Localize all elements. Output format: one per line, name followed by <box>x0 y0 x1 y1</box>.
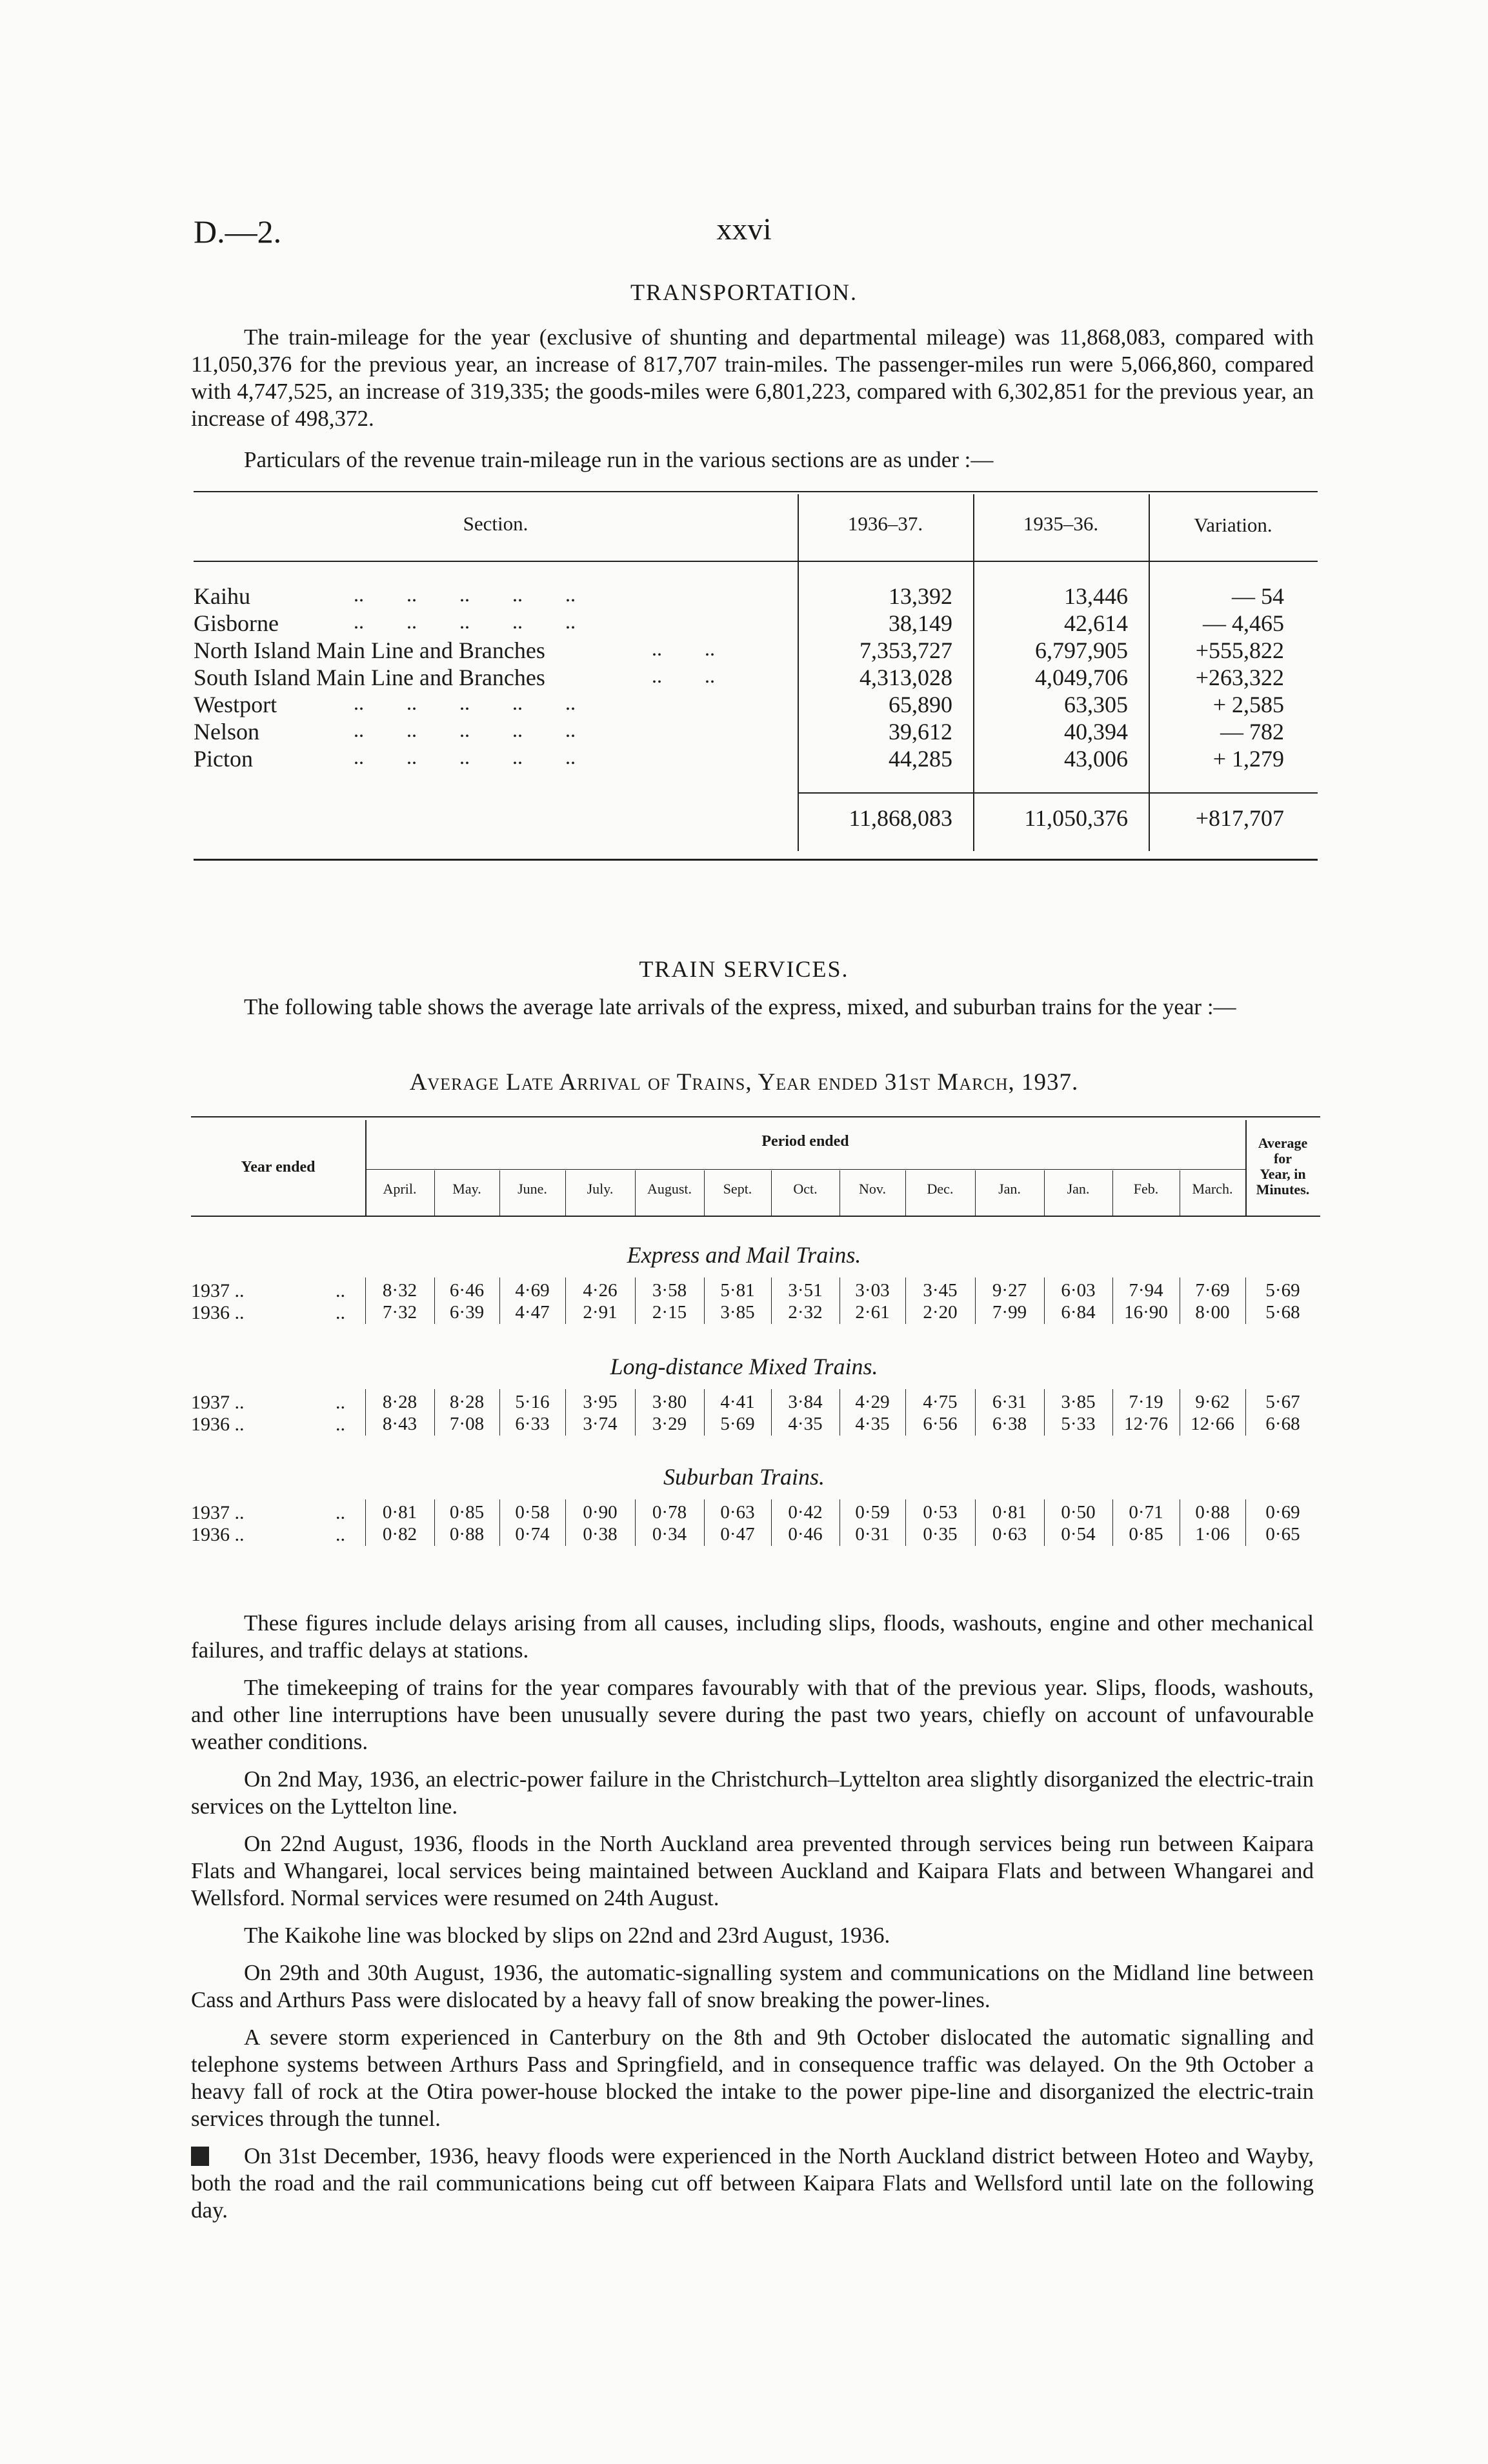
late-arrival-value: 7·94 <box>1129 1280 1163 1301</box>
late-arrival-value: 6·33 <box>515 1414 550 1434</box>
value-variation: + 1,279 <box>1212 746 1284 772</box>
month-header: Sept. <box>723 1181 752 1197</box>
late-arrival-value: 0·58 <box>515 1502 550 1523</box>
month-header: June. <box>518 1181 547 1197</box>
transportation-title: TRANSPORTATION. <box>630 279 858 305</box>
train-category-heading: Long-distance Mixed Trains. <box>610 1354 878 1379</box>
value-1935-36: 13,446 <box>1064 583 1128 609</box>
month-header: Nov. <box>859 1181 886 1197</box>
late-arrival-value: 0·85 <box>1129 1524 1163 1545</box>
column-divider <box>975 1389 976 1436</box>
late-arrival-value: 0·31 <box>855 1524 890 1545</box>
column-divider <box>905 1389 906 1436</box>
late-arrival-value: 6·84 <box>1061 1302 1096 1323</box>
late-arrival-value: 3·29 <box>652 1414 687 1434</box>
column-divider <box>365 1499 366 1546</box>
value-variation: +555,822 <box>1195 637 1284 663</box>
page-number: xxvi <box>716 212 772 246</box>
average-value: 5·68 <box>1265 1302 1300 1323</box>
leader-dots: .. .. <box>652 637 715 660</box>
value-1935-36: 6,797,905 <box>1035 637 1128 663</box>
transportation-paragraph: The train-mileage for the year (exclusive of shunting and departmental mileage) was 11,868,083, compared with 11,050,376 for the previous year, an increase of 817,707 train-miles. The passenger-miles run were 5,066,860, compared with 4,747,525, an increase of 319,335; the goods-miles were 6,801,223, compared with 6,302,851 for the previous year, an increase of 498,372. <box>191 325 1314 431</box>
table-top-rule <box>191 1116 1320 1117</box>
late-arrival-value: 6·38 <box>992 1414 1027 1434</box>
late-arrival-value: 0·53 <box>923 1502 958 1523</box>
late-arrival-value: 6·56 <box>923 1414 958 1434</box>
column-divider <box>975 1277 976 1324</box>
column-divider <box>771 1170 772 1216</box>
transportation-body <box>191 324 1314 474</box>
row-year: 1936 .. <box>191 1414 245 1435</box>
section-name: South Island Main Line and Branches <box>194 665 545 690</box>
late-arrival-value: 9·27 <box>992 1280 1027 1301</box>
late-arrival-value: 3·84 <box>788 1392 823 1412</box>
late-arrival-value: 0·35 <box>923 1524 958 1545</box>
paragraph-text: These figures include delays arising from all causes, including slips, floods, washouts, engine and other mechanical failures, and traffic delays at stations. <box>191 1610 1314 1663</box>
late-arrival-value: 0·63 <box>992 1524 1027 1545</box>
body-paragraph <box>191 1610 1314 1664</box>
column-divider <box>434 1389 435 1436</box>
average-value: 5·67 <box>1265 1392 1300 1412</box>
late-arrival-value: 3·03 <box>855 1280 890 1301</box>
value-1936-37: 44,285 <box>889 746 952 772</box>
paragraph-text: On 22nd August, 1936, floods in the North Auckland area prevented through services being run between Kaipara Flats and Whangarei, local services being maintained between Auckland and Kaipara Flats and between Whangarei and Wellsford. Normal services were resumed on 24th August. <box>191 1831 1314 1910</box>
late-arrival-value: 3·74 <box>583 1414 618 1434</box>
leader-dots: .. .. <box>652 664 715 687</box>
column-divider <box>499 1389 500 1436</box>
column-divider <box>365 1389 366 1436</box>
header-1935-36: 1935–36. <box>1023 512 1099 535</box>
body-paragraph <box>191 2143 1314 2224</box>
body-paragraph <box>191 1674 1314 1756</box>
column-divider <box>704 1389 705 1436</box>
paragraph-text: The timekeeping of trains for the year compares favourably with that of the previous year. Slips, floods, washouts, and other line interruptions have been unusually severe during the past two years, chiefly on account of unfavourable weather conditions. <box>191 1675 1314 1754</box>
column-divider <box>975 1170 976 1216</box>
late-arrival-value: 6·03 <box>1061 1280 1096 1301</box>
body-paragraph <box>191 2024 1314 2132</box>
value-1935-36: 42,614 <box>1064 610 1128 636</box>
table-top-rule <box>194 491 1318 492</box>
column-divider <box>1245 1120 1247 1217</box>
row-year: 1937 .. <box>191 1502 245 1523</box>
column-divider <box>905 1170 906 1216</box>
late-arrival-value: 0·59 <box>855 1502 890 1523</box>
row-year: 1936 .. <box>191 1302 245 1323</box>
leader-dots: .. <box>336 1280 345 1301</box>
table-bottom-rule <box>194 859 1318 861</box>
section-name: Picton <box>194 746 254 772</box>
average-value: 5·69 <box>1265 1280 1300 1301</box>
average-value: 6·68 <box>1265 1414 1300 1434</box>
value-variation: +263,322 <box>1195 665 1284 690</box>
leader-dots: .. .. .. .. .. <box>354 610 576 633</box>
month-header: April. <box>383 1181 417 1197</box>
column-divider <box>635 1170 636 1216</box>
late-arrival-value: 0·47 <box>720 1524 755 1545</box>
body-paragraph <box>191 1959 1314 2014</box>
leader-dots: .. .. .. .. .. <box>354 691 576 714</box>
late-arrival-value: 1·06 <box>1195 1524 1230 1545</box>
late-arrival-value: 7·99 <box>992 1302 1027 1323</box>
late-arrival-value: 8·28 <box>449 1392 485 1412</box>
late-arrival-value: 0·50 <box>1061 1502 1096 1523</box>
section-name: Gisborne <box>194 610 279 636</box>
column-divider <box>1044 1499 1045 1546</box>
late-arrival-value: 7·19 <box>1129 1392 1163 1412</box>
late-arrival-value: 6·39 <box>449 1302 485 1323</box>
month-header: Dec. <box>927 1181 954 1197</box>
late-arrival-value: 2·15 <box>652 1302 687 1323</box>
column-divider <box>365 1277 366 1324</box>
late-arrival-value: 6·31 <box>992 1392 1027 1412</box>
late-arrival-value: 8·43 <box>382 1414 417 1434</box>
late-arrival-value: 0·63 <box>720 1502 755 1523</box>
column-divider <box>905 1277 906 1324</box>
late-arrival-value: 3·58 <box>652 1280 687 1301</box>
late-arrival-value: 9·62 <box>1195 1392 1230 1412</box>
row-year: 1937 .. <box>191 1280 245 1301</box>
column-divider <box>565 1170 566 1216</box>
value-1935-36: 63,305 <box>1064 692 1128 717</box>
avg-line: Average <box>1258 1135 1308 1151</box>
column-divider <box>434 1277 435 1324</box>
paragraph-text: A severe storm experienced in Canterbury on the 8th and 9th October dislocated the automatic signalling and telephone systems between Arthurs Pass and Springfield, and in consequence traffic was delayed. On the 9th October a heavy fall of rock at the Otira power-house blocked the intake to the power pipe-line and disorganized the electric-train services through the tunnel. <box>191 2025 1314 2131</box>
train-services-intro: The following table shows the average late arrivals of the express, mixed, and suburban trains for the year :— <box>244 994 1236 1019</box>
late-arrival-value: 0·81 <box>382 1502 417 1523</box>
month-header: Jan. <box>1067 1181 1090 1197</box>
late-arrival-value: 3·80 <box>652 1392 687 1412</box>
late-arrival-value: 0·82 <box>382 1524 417 1545</box>
late-arrival-value: 0·42 <box>788 1502 823 1523</box>
late-arrival-value: 5·33 <box>1061 1414 1096 1434</box>
total-variation: +817,707 <box>1195 805 1284 831</box>
value-1936-37: 39,612 <box>889 719 952 745</box>
train-category-heading: Express and Mail Trains. <box>627 1242 861 1268</box>
late-arrival-value: 0·90 <box>583 1502 618 1523</box>
average-value: 0·65 <box>1265 1524 1300 1545</box>
column-divider <box>1112 1499 1113 1546</box>
closing-text <box>191 1610 1314 2234</box>
month-header: July. <box>587 1181 614 1197</box>
column-divider <box>1112 1170 1113 1216</box>
late-arrival-value: 8·28 <box>382 1392 417 1412</box>
value-1935-36: 40,394 <box>1064 719 1128 745</box>
column-divider <box>1245 1277 1246 1324</box>
late-arrival-value: 4·29 <box>855 1392 890 1412</box>
total-1936-37: 11,868,083 <box>849 805 952 831</box>
row-year: 1937 .. <box>191 1392 245 1413</box>
column-divider <box>635 1499 636 1546</box>
late-arrival-value: 2·32 <box>788 1302 823 1323</box>
value-1936-37: 7,353,727 <box>860 637 952 663</box>
header-section: Section. <box>463 512 528 535</box>
column-divider <box>1044 1277 1045 1324</box>
column-divider <box>704 1499 705 1546</box>
column-divider <box>635 1389 636 1436</box>
month-header: Oct. <box>793 1181 818 1197</box>
late-arrival-value: 0·38 <box>583 1524 618 1545</box>
header-average <box>1245 1136 1320 1197</box>
late-arrival-value: 0·71 <box>1129 1502 1163 1523</box>
value-variation: — 4,465 <box>1203 610 1284 636</box>
column-divider <box>565 1499 566 1546</box>
header-variation: Variation. <box>1194 514 1272 536</box>
avg-line: for <box>1273 1150 1292 1167</box>
late-arrival-value: 0·78 <box>652 1502 687 1523</box>
late-arrival-value: 0·54 <box>1061 1524 1096 1545</box>
late-arrival-value: 5·69 <box>720 1414 755 1434</box>
total-rule <box>798 792 1318 794</box>
train-services-title: TRAIN SERVICES. <box>639 956 849 982</box>
leader-dots: .. <box>336 1414 345 1435</box>
column-divider <box>771 1389 772 1436</box>
column-divider <box>365 1120 367 1217</box>
late-arrival-value: 8·00 <box>1195 1302 1230 1323</box>
value-1935-36: 43,006 <box>1064 746 1128 772</box>
late-arrival-value: 0·85 <box>449 1502 485 1523</box>
late-arrival-value: 4·41 <box>720 1392 755 1412</box>
document-reference: D.—2. <box>194 214 282 250</box>
body-paragraph <box>191 1766 1314 1820</box>
late-arrival-value: 4·35 <box>855 1414 890 1434</box>
value-1936-37: 4,313,028 <box>860 665 952 690</box>
column-divider <box>565 1389 566 1436</box>
avg-line: Year, in <box>1260 1166 1306 1182</box>
avg-line: Minutes. <box>1256 1181 1310 1197</box>
leader-dots: .. <box>336 1502 345 1523</box>
row-year: 1936 .. <box>191 1524 245 1545</box>
late-arrival-value: 7·08 <box>449 1414 485 1434</box>
column-divider <box>1245 1499 1246 1546</box>
train-category-heading: Suburban Trains. <box>663 1464 825 1490</box>
value-1936-37: 38,149 <box>889 610 952 636</box>
late-arrival-value: 7·69 <box>1195 1280 1230 1301</box>
column-divider <box>434 1170 435 1216</box>
late-arrival-value: 7·32 <box>382 1302 417 1323</box>
column-divider <box>635 1277 636 1324</box>
value-1935-36: 4,049,706 <box>1035 665 1128 690</box>
column-divider <box>704 1277 705 1324</box>
late-arrival-value: 3·95 <box>583 1392 618 1412</box>
month-header: May. <box>452 1181 481 1197</box>
late-arrival-value: 3·45 <box>923 1280 958 1301</box>
late-arrival-value: 16·90 <box>1124 1302 1168 1323</box>
column-divider <box>499 1499 500 1546</box>
month-header: Jan. <box>998 1181 1021 1197</box>
section-name: Kaihu <box>194 583 250 609</box>
paragraph-text: On 2nd May, 1936, an electric-power failure in the Christchurch–Lyttelton area slightly disorganized the electric-train services on the Lyttelton line. <box>191 1767 1314 1819</box>
column-divider <box>1112 1389 1113 1436</box>
late-arrival-value: 3·51 <box>788 1280 823 1301</box>
month-header: March. <box>1192 1181 1233 1197</box>
section-name: Nelson <box>194 719 259 745</box>
value-variation: + 2,585 <box>1212 692 1284 717</box>
header-1936-37: 1936–37. <box>847 512 923 535</box>
column-divider <box>975 1499 976 1546</box>
late-arrival-value: 2·61 <box>855 1302 890 1323</box>
late-arrival-value: 12·66 <box>1191 1414 1234 1434</box>
leader-dots: .. .. .. .. .. <box>354 718 576 741</box>
paragraph-text: The Kaikohe line was blocked by slips on 22nd and 23rd August, 1936. <box>244 1923 890 1948</box>
column-divider <box>905 1499 906 1546</box>
late-arrival-value: 2·91 <box>583 1302 618 1323</box>
column-divider <box>1245 1389 1246 1436</box>
column-divider <box>1044 1170 1045 1216</box>
period-rule <box>365 1169 1245 1170</box>
column-divider <box>771 1499 772 1546</box>
late-arrival-value: 5·16 <box>515 1392 550 1412</box>
column-divider <box>565 1277 566 1324</box>
value-1936-37: 65,890 <box>889 692 952 717</box>
column-divider <box>434 1499 435 1546</box>
average-value: 0·69 <box>1265 1502 1300 1523</box>
header-year-ended: Year ended <box>241 1159 316 1176</box>
margin-mark-icon <box>191 2147 209 2166</box>
late-arrival-value: 4·75 <box>923 1392 958 1412</box>
late-arrival-value: 6·46 <box>449 1280 485 1301</box>
late-arrival-value: 0·88 <box>449 1524 485 1545</box>
month-header: Feb. <box>1133 1181 1159 1197</box>
body-paragraph <box>191 1830 1314 1912</box>
column-divider <box>704 1170 705 1216</box>
column-divider <box>771 1277 772 1324</box>
late-arrival-value: 5·81 <box>720 1280 755 1301</box>
late-arrival-value: 4·47 <box>515 1302 550 1323</box>
section-name: North Island Main Line and Branches <box>194 637 545 663</box>
header-period-ended: Period ended <box>761 1133 849 1150</box>
leader-dots: .. .. .. .. .. <box>354 745 576 768</box>
value-1936-37: 13,392 <box>889 583 952 609</box>
body-paragraph <box>191 1922 1314 1949</box>
leader-dots: .. .. .. .. .. <box>354 583 576 606</box>
late-arrival-value: 0·81 <box>992 1502 1027 1523</box>
paragraph-text: On 29th and 30th August, 1936, the automatic-signalling system and communications on the Midland line between Cass and Arthurs Pass were dislocated by a heavy fall of snow breaking the power-lines. <box>191 1960 1314 2012</box>
total-1935-36: 11,050,376 <box>1024 805 1128 831</box>
leader-dots: .. <box>336 1392 345 1413</box>
late-arrival-value: 4·69 <box>515 1280 550 1301</box>
late-arrival-value: 12·76 <box>1124 1414 1168 1434</box>
late-arrival-value: 0·88 <box>1195 1502 1230 1523</box>
value-variation: — 782 <box>1220 719 1284 745</box>
late-arrival-value: 0·34 <box>652 1524 687 1545</box>
section-name: Westport <box>194 692 277 717</box>
late-arrival-value: 3·85 <box>720 1302 755 1323</box>
column-divider <box>499 1170 500 1216</box>
column-divider <box>1044 1389 1045 1436</box>
month-header: August. <box>647 1181 692 1197</box>
late-arrival-value: 4·35 <box>788 1414 823 1434</box>
value-variation: — 54 <box>1232 583 1284 609</box>
late-arrival-value: 4·26 <box>583 1280 618 1301</box>
leader-dots: .. <box>336 1302 345 1323</box>
particulars-paragraph: Particulars of the revenue train-mileage run in the various sections are as under :— <box>244 447 994 472</box>
column-divider <box>1112 1277 1113 1324</box>
leader-dots: .. <box>336 1524 345 1545</box>
late-arrival-table-title: Average Late Arrival of Trains, Year ended 31st March, 1937. <box>409 1069 1079 1096</box>
late-arrival-value: 0·46 <box>788 1524 823 1545</box>
column-divider <box>499 1277 500 1324</box>
late-arrival-value: 3·85 <box>1061 1392 1096 1412</box>
late-arrival-value: 0·74 <box>515 1524 550 1545</box>
paragraph-text: On 31st December, 1936, heavy floods were experienced in the North Auckland district between Hoteo and Wayby, both the road and the rail communications being cut off between Kaipara Flats and Wellsford until late on the following day. <box>191 2143 1314 2223</box>
header-bottom-rule <box>191 1216 1320 1217</box>
late-arrival-value: 8·32 <box>382 1280 417 1301</box>
late-arrival-value: 2·20 <box>923 1302 958 1323</box>
